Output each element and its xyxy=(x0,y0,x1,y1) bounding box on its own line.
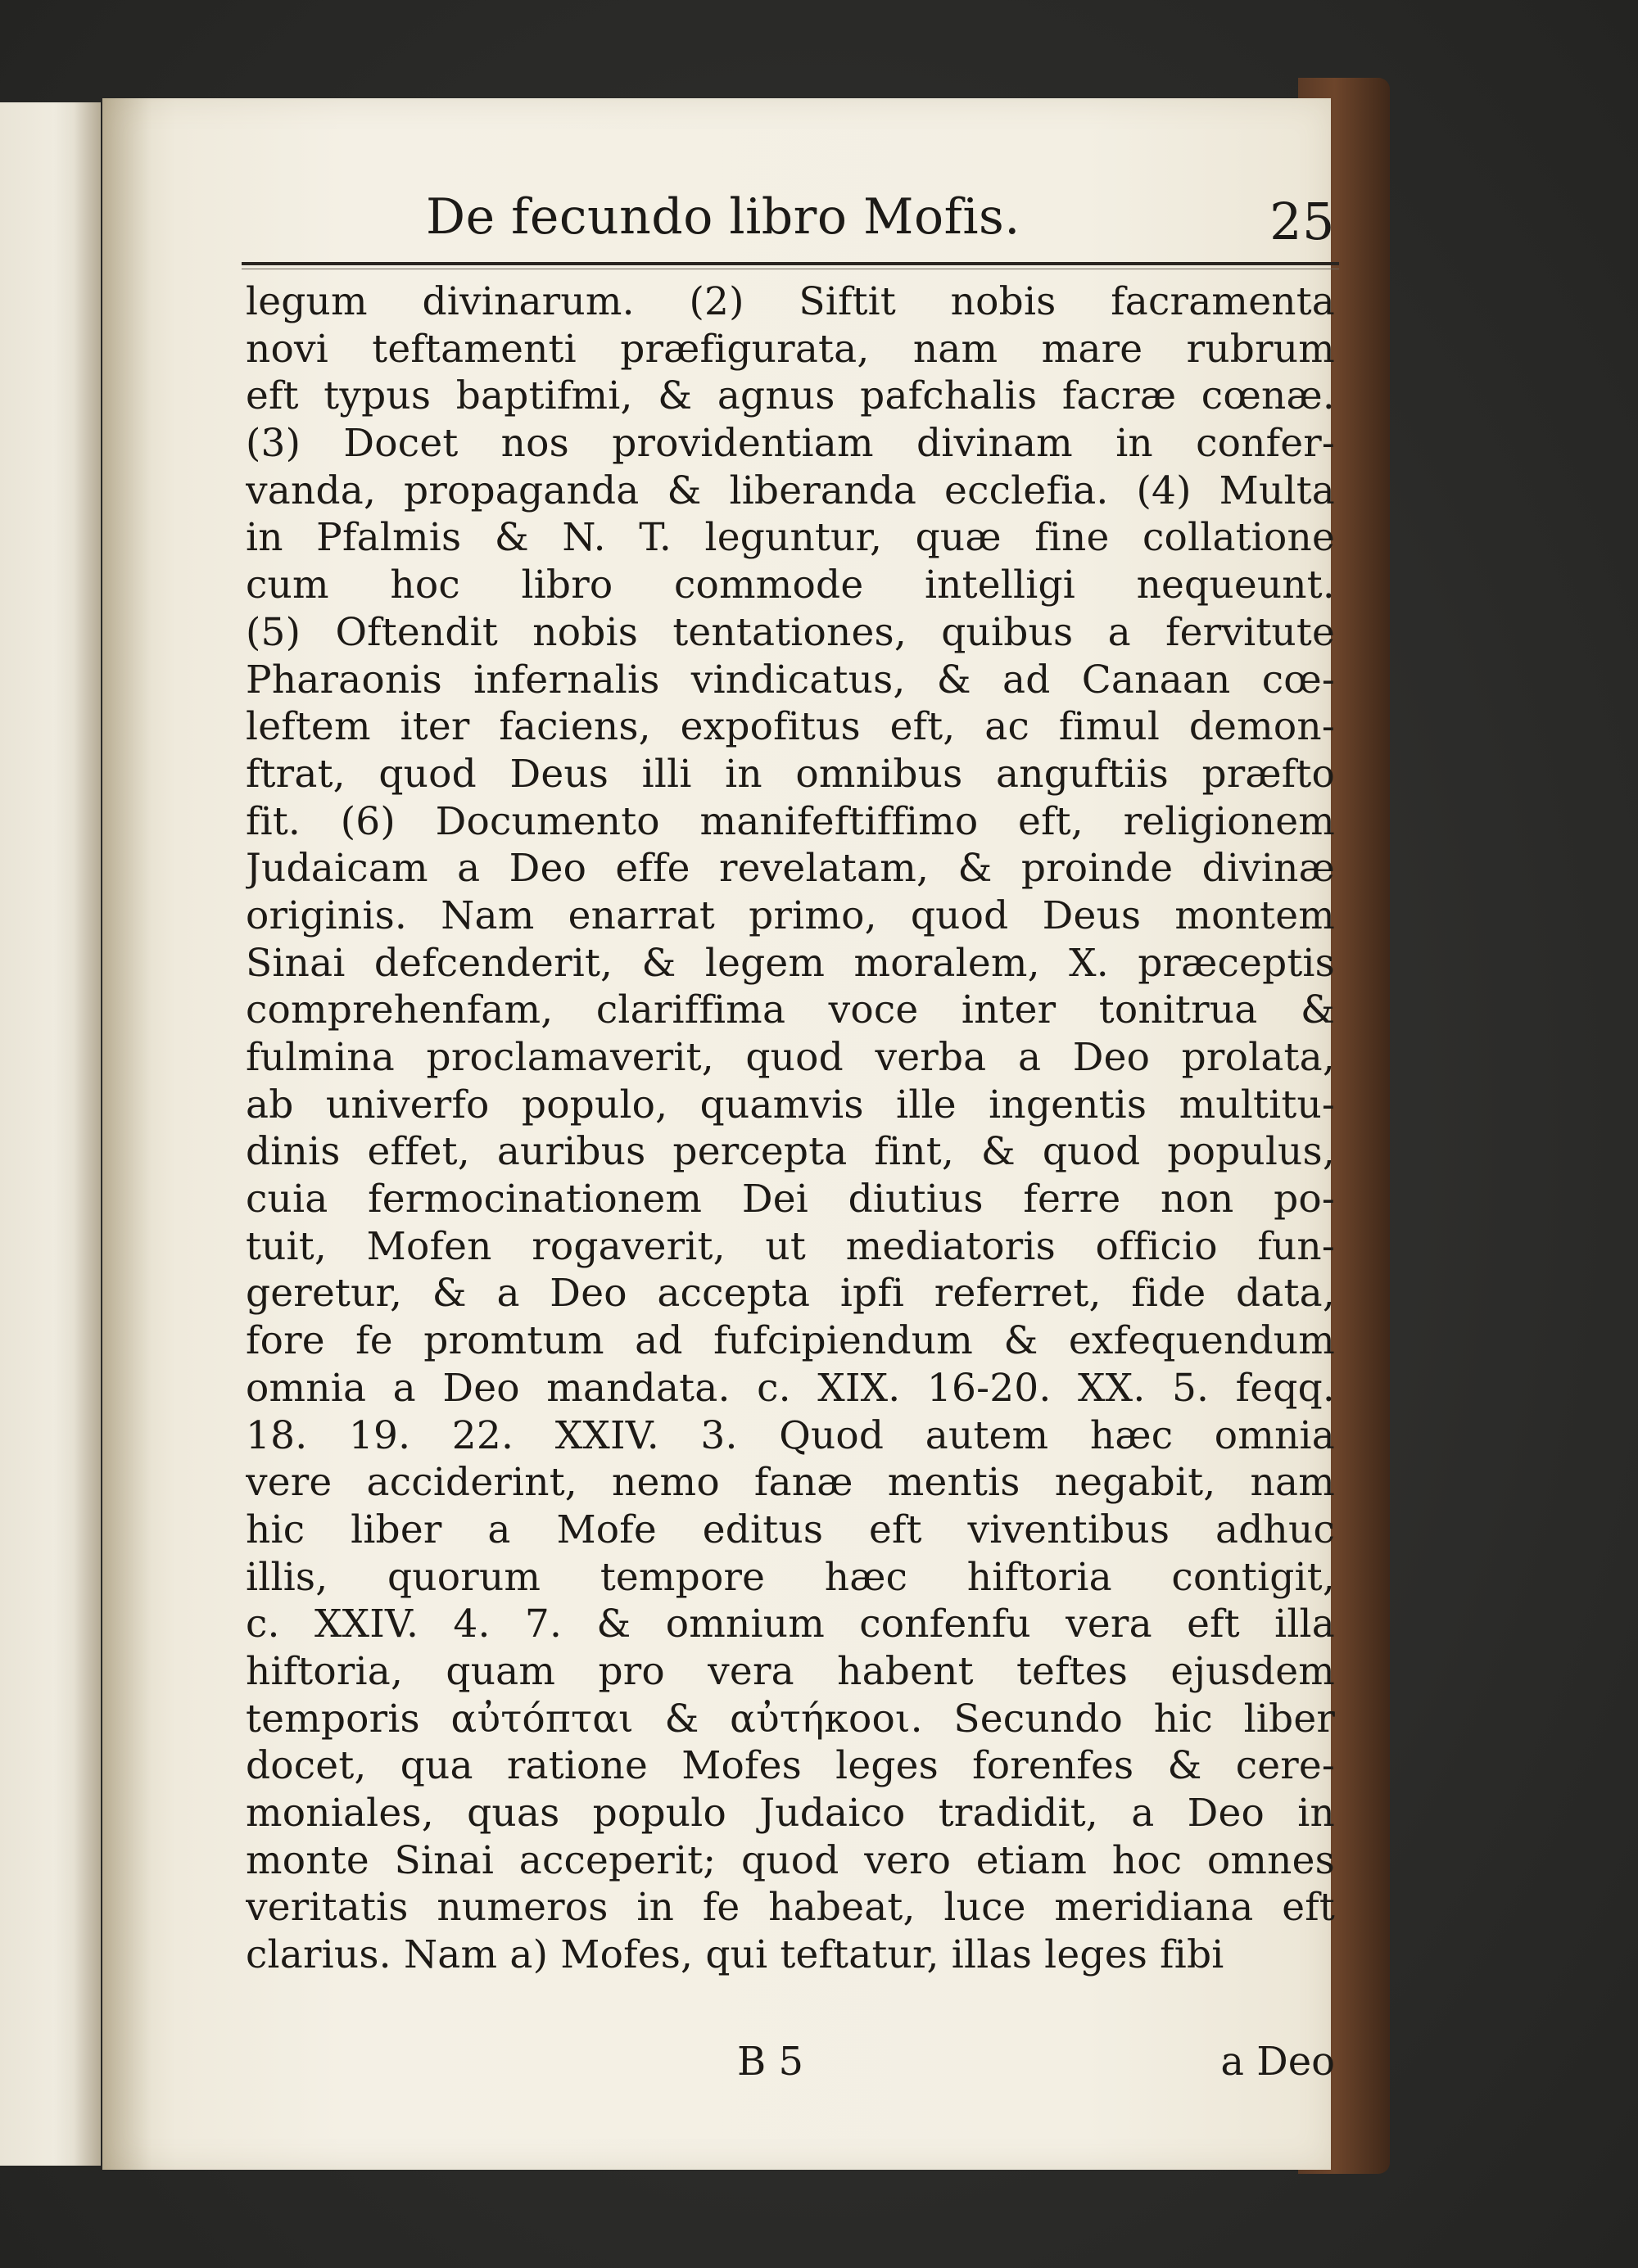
text-line: Judaicam a Deo effe revelatam, & proinde divinæ xyxy=(246,846,1335,892)
text-line: Sinai defcenderit, & legem moralem, X. præceptis xyxy=(246,940,1335,986)
catchword: a Deo xyxy=(1220,2039,1335,2085)
text-line: hic liber a Mofe editus eft viventibus adhuc xyxy=(246,1507,1335,1552)
text-line: 18. 19. 22. XXIV. 3. Quod autem hæc omnia xyxy=(246,1412,1335,1458)
page-number: 25 xyxy=(1269,192,1335,251)
text-line: veritatis numeros in fe habeat, luce meridiana eft xyxy=(246,1885,1335,1931)
text-line: cuia fermocinationem Dei diutius ferre non po- xyxy=(246,1177,1335,1222)
text-line: vanda, propaganda & liberanda ecclefia. (4) Multa xyxy=(246,468,1335,513)
text-line: Pharaonis infernalis vindicatus, & ad Canaan cœ- xyxy=(246,657,1335,703)
text-line: fulmina proclamaverit, quod verba a Deo prolata, xyxy=(246,1035,1335,1080)
text-line: (5) Oftendit nobis tentationes, quibus a fervitute xyxy=(246,609,1335,655)
running-head-title: De fecundo libro Mofis. xyxy=(426,188,1020,246)
text-line: cum hoc libro commode intelligi nequeunt. xyxy=(246,562,1335,608)
text-line: illis, quorum tempore hæc hiftoria contigit, xyxy=(246,1554,1335,1600)
text-line: omnia a Deo mandata. c. XIX. 16-20. XX. 5. feqq. xyxy=(246,1365,1335,1411)
text-line: clarius. Nam a) Mofes, qui teftatur, illas leges fibi xyxy=(246,1932,1224,1978)
left-facing-page xyxy=(0,102,101,2166)
text-line: c. XXIV. 4. 7. & omnium confenfu vera eft illa xyxy=(246,1602,1335,1647)
page-footer xyxy=(246,2039,1335,2088)
text-line: novi teftamenti præfigurata, nam mare rubrum xyxy=(246,326,1335,372)
text-line: temporis αὐτόπται & αὐτήκοοι. Secundo hic liber xyxy=(246,1696,1335,1742)
text-line: legum divinarum. (2) Siftit nobis facramenta xyxy=(246,279,1335,324)
page-inner-shadow xyxy=(102,98,152,2170)
text-line: leftem iter faciens, expofitus eft, ac fimul demon- xyxy=(246,704,1335,750)
text-line: moniales, quas populo Judaico tradidit, a Deo in xyxy=(246,1791,1335,1836)
text-line: geretur, & a Deo accepta ipfi referret, fide data, xyxy=(246,1271,1335,1317)
text-line: dinis effet, auribus percepta fint, & quod populus, xyxy=(246,1129,1335,1175)
text-line: hiftoria, quam pro vera habent teftes ejusdem xyxy=(246,1648,1335,1694)
text-line: ftrat, quod Deus illi in omnibus anguftiis præfto xyxy=(246,751,1335,797)
text-line: (3) Docet nos providentiam divinam in confer- xyxy=(246,421,1335,467)
text-line: monte Sinai acceperit; quod vero etiam hoc omnes xyxy=(246,1837,1335,1883)
text-line: originis. Nam enarrat primo, quod Deus montem xyxy=(246,892,1335,938)
text-line: eft typus baptifmi, & agnus pafchalis facræ cœnæ. xyxy=(246,373,1335,419)
text-line: comprehenfam, clariffima voce inter tonitrua & xyxy=(246,987,1335,1033)
gutter-shadow xyxy=(74,102,98,2166)
text-line: docet, qua ratione Mofes leges forenfes & cere- xyxy=(246,1743,1335,1789)
book-page xyxy=(102,98,1335,2170)
text-line: in Pfalmis & N. T. leguntur, quæ fine collatione xyxy=(246,515,1335,561)
text-line: vere acciderint, nemo fanæ mentis negabit, nam xyxy=(246,1460,1335,1506)
text-line: fit. (6) Documento manifeftiffimo eft, religionem xyxy=(246,798,1335,844)
header-rule xyxy=(242,262,1339,265)
running-head xyxy=(426,188,1335,258)
text-line: ab univerfo populo, quamvis ille ingentis multitu- xyxy=(246,1082,1335,1127)
signature-mark: B 5 xyxy=(737,2039,804,2085)
body-text xyxy=(246,278,1335,1979)
text-line: tuit, Mofen rogaverit, ut mediatoris officio fun- xyxy=(246,1223,1335,1269)
text-line: fore fe promtum ad fufcipiendum & exfequendum xyxy=(246,1318,1335,1364)
